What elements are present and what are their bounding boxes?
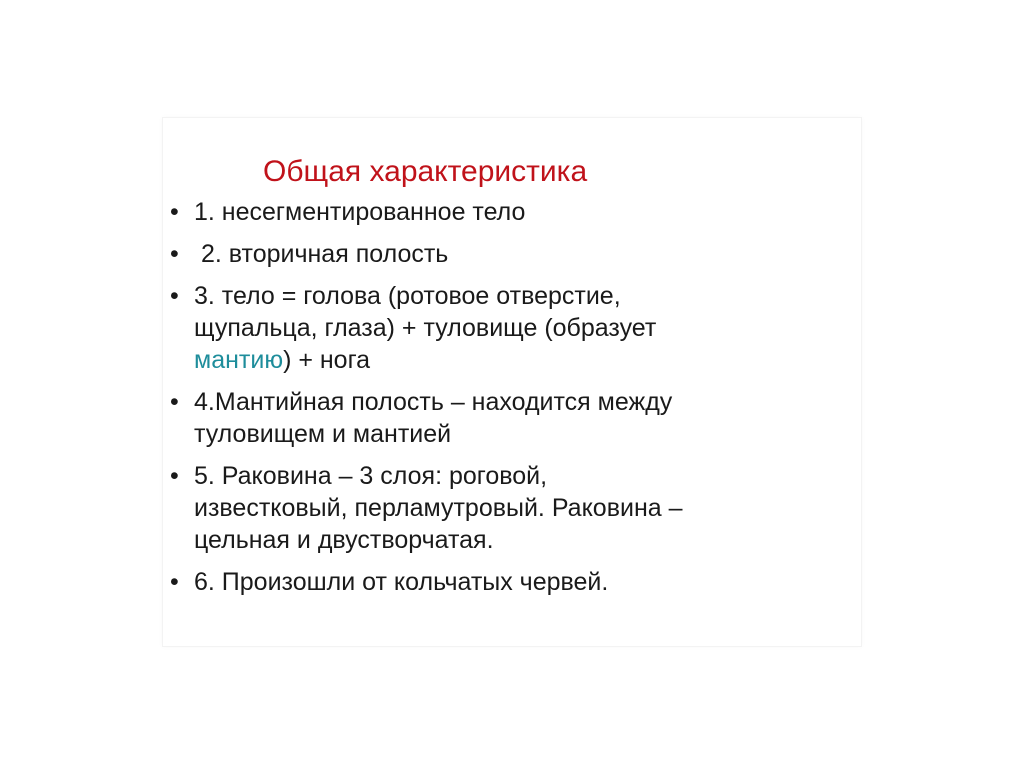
item-text: цельная и двустворчатая. bbox=[194, 526, 494, 554]
item-text-with-link bbox=[194, 344, 861, 376]
list-item bbox=[163, 280, 861, 376]
item-text: 4.Мантийная полость – находится между bbox=[194, 388, 673, 416]
list-item bbox=[163, 566, 861, 598]
bullet-list bbox=[163, 196, 861, 608]
item-text: известковый, перламутровый. Раковина – bbox=[194, 494, 683, 522]
mantle-link[interactable]: мантию bbox=[194, 346, 284, 374]
item-text: 5. Раковина – 3 слоя: роговой, bbox=[194, 462, 548, 490]
bullet-icon: • bbox=[170, 462, 179, 490]
item-text: 3. тело = голова (ротовое отверстие, bbox=[194, 282, 621, 310]
bullet-icon: • bbox=[170, 568, 179, 596]
list-item bbox=[163, 460, 861, 556]
bullet-icon: • bbox=[170, 240, 179, 268]
item-text: 1. несегментированное тело bbox=[194, 198, 526, 226]
bullet-icon: • bbox=[170, 282, 179, 310]
bullet-icon: • bbox=[170, 388, 179, 416]
list-item bbox=[163, 238, 861, 270]
slide-title: Общая характеристика bbox=[263, 155, 588, 188]
item-text: 2. вторичная полость bbox=[201, 240, 449, 268]
item-text: туловищем и мантией bbox=[194, 420, 452, 448]
bullet-icon: • bbox=[170, 198, 179, 226]
item-text: ) + нога bbox=[283, 346, 371, 374]
item-text: 6. Произошли от кольчатых червей. bbox=[194, 568, 609, 596]
list-item bbox=[163, 196, 861, 228]
item-text: щупальца, глаза) + туловище (образует bbox=[194, 314, 657, 342]
list-item bbox=[163, 386, 861, 450]
slide bbox=[163, 118, 861, 646]
